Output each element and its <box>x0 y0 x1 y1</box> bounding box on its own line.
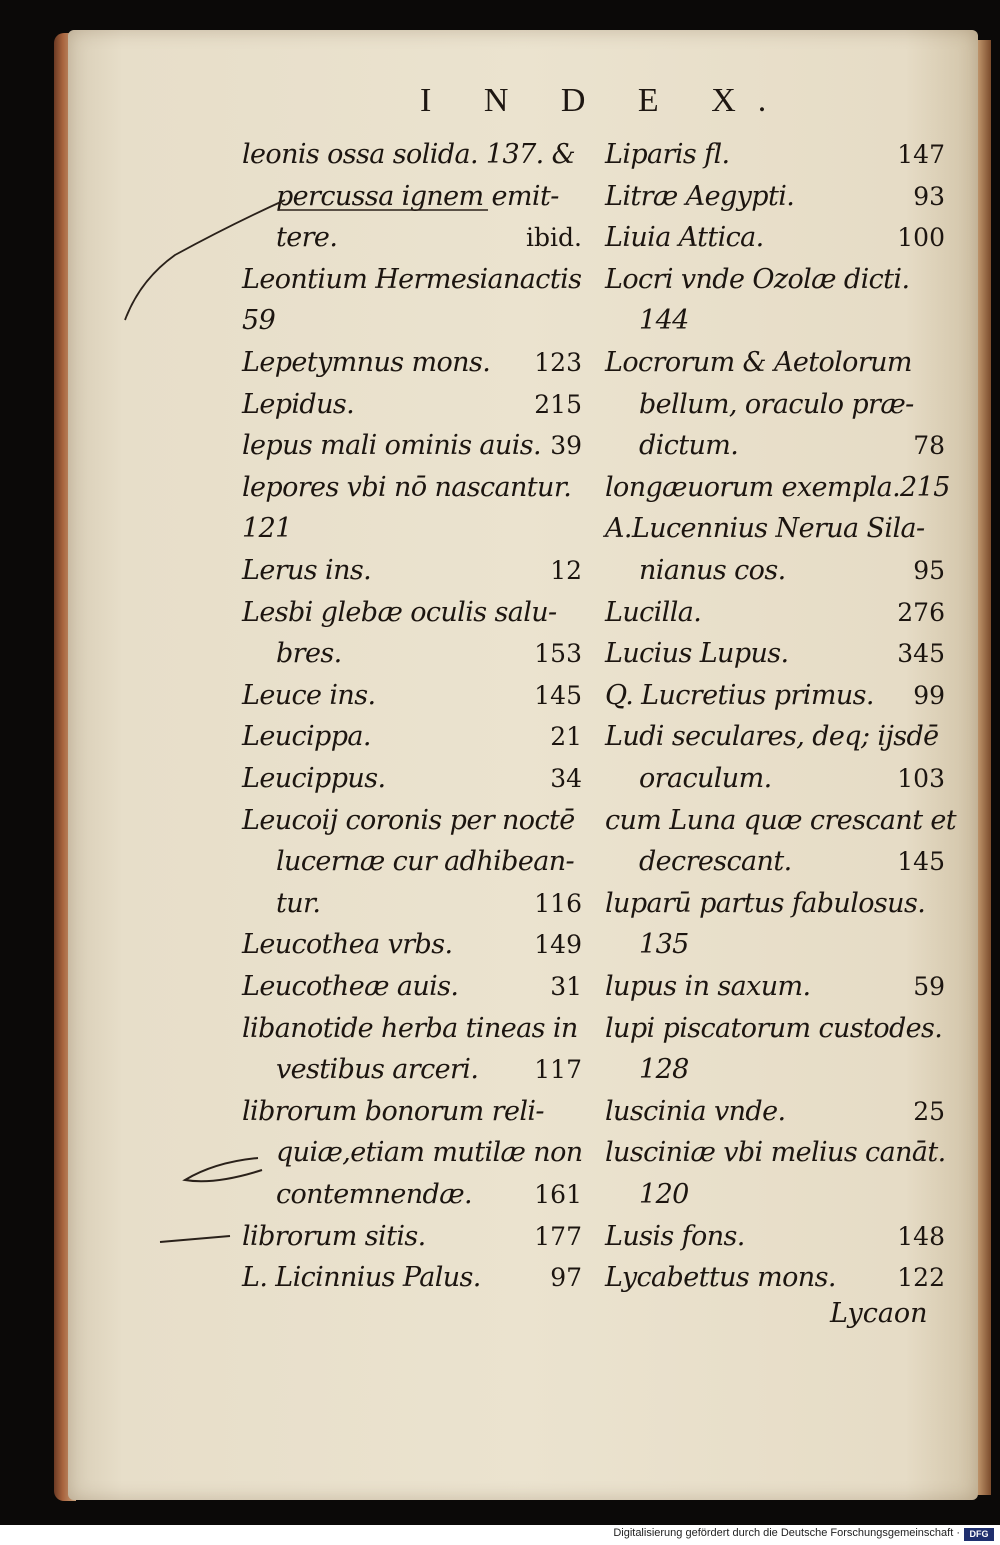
entry-text: contemnendæ. <box>276 1179 472 1210</box>
entry-text: 59 <box>242 305 276 337</box>
entry-page-number: 21 <box>550 722 582 752</box>
catchword: Lycaon <box>830 1298 928 1329</box>
entry-text: Lucius Lupus. <box>605 638 789 670</box>
entry-page-number: 145 <box>534 680 582 710</box>
entry-page-number: 116 <box>534 888 582 918</box>
index-entry <box>605 385 945 425</box>
index-entry <box>242 551 582 591</box>
entry-text: bellum, oraculo præ- <box>639 388 914 420</box>
entry-page-number: 12 <box>550 556 582 585</box>
entry-text: Lepidus. <box>242 388 355 420</box>
entry-page-number: ibid. <box>526 223 582 253</box>
entry-page-number: 103 <box>897 764 945 793</box>
index-entry <box>605 634 945 674</box>
entry-text: tere. <box>276 222 338 254</box>
entry-page-number: 25 <box>913 1096 945 1126</box>
entry-page-number: 117 <box>534 1055 582 1085</box>
entry-page-number: 145 <box>897 847 945 877</box>
entry-page-number: 99 <box>913 680 945 710</box>
entry-text: lucernæ cur adhibean- <box>276 846 575 878</box>
entry-text: Leucippus. <box>242 763 386 794</box>
entry-text: Leucippa. <box>242 721 371 753</box>
index-entry <box>605 967 945 1007</box>
index-entry <box>242 1258 582 1298</box>
entry-text: Liuia Attica. <box>605 222 764 254</box>
entry-text: Leontium Hermesianactis <box>242 263 582 295</box>
index-entry <box>605 1092 945 1132</box>
index-entry <box>605 1133 945 1173</box>
entry-text: Leucothea vrbs. <box>242 929 453 961</box>
index-entry <box>605 759 945 799</box>
entry-page-number: 31 <box>550 972 582 1001</box>
entry-page-number: 97 <box>550 1263 582 1293</box>
entry-text: libanotide herba tineas in <box>242 1012 578 1044</box>
index-entry <box>242 468 582 508</box>
entry-text: cum Luna quæ crescant et <box>605 804 957 836</box>
entry-page-number: 177 <box>534 1221 582 1251</box>
entry-text: lupi piscatorum custodes. <box>605 1012 943 1044</box>
index-entry <box>605 884 945 924</box>
index-entry <box>605 925 945 965</box>
entry-page-number: 345 <box>897 639 945 669</box>
index-entry <box>605 135 945 175</box>
index-entry <box>242 1092 582 1132</box>
index-entry <box>605 1050 945 1090</box>
entry-page-number: 95 <box>913 556 945 585</box>
index-entry <box>242 1217 582 1257</box>
entry-text: 121 <box>242 513 292 545</box>
entry-text: decrescant. <box>639 846 792 878</box>
entry-page-number: 123 <box>534 348 582 377</box>
entry-text: Litræ Aegypti. <box>605 180 795 212</box>
index-entry <box>242 967 582 1007</box>
index-entry <box>605 301 945 341</box>
entry-text: dictum. <box>639 430 739 462</box>
entry-text: nianus cos. <box>639 555 786 586</box>
index-entry <box>605 1009 945 1049</box>
index-entry <box>605 1175 945 1215</box>
entry-page-number: 147 <box>897 140 945 169</box>
entry-page-number: 34 <box>550 764 582 793</box>
entry-text: lusciniæ vbi melius canāt. <box>605 1137 946 1169</box>
entry-text: A.Lucennius Nerua Sila- <box>605 513 925 545</box>
index-entry <box>605 801 957 841</box>
entry-page-number: 153 <box>534 639 582 669</box>
entry-text: oraculum. <box>639 763 772 794</box>
index-entry <box>605 842 945 882</box>
index-entry <box>242 177 582 217</box>
index-entry <box>242 135 582 175</box>
entry-text: lepores vbi nō nascantur. <box>242 471 572 503</box>
index-entry <box>605 260 945 300</box>
index-entry <box>242 925 582 965</box>
entry-text: Locri vnde Ozolæ dicti. <box>605 263 910 295</box>
index-entry <box>242 593 582 633</box>
entry-text: 128 <box>639 1054 689 1086</box>
digitization-credit: Digitalisierung gefördert durch die Deutsche Forschungsgemeinschaft · <box>613 1527 960 1539</box>
entry-page-number: 215 <box>534 389 582 419</box>
entry-page-number: 148 <box>897 1221 945 1251</box>
entry-text: bres. <box>276 638 342 670</box>
index-entry <box>605 1258 945 1298</box>
index-entry <box>242 1050 582 1090</box>
index-entry <box>605 551 945 591</box>
index-entry <box>242 759 582 799</box>
entry-text: L. Licinnius Palus. <box>242 1262 481 1294</box>
index-entry <box>242 842 582 882</box>
entry-page-number: 149 <box>534 930 582 960</box>
index-entry <box>242 1009 582 1049</box>
entry-page-number: 161 <box>534 1180 582 1209</box>
index-entry <box>242 509 582 549</box>
page-header: I N D E X. <box>420 82 789 119</box>
entry-text: lupus in saxum. <box>605 971 811 1002</box>
index-entry <box>605 717 945 757</box>
entry-page-number: 39 <box>550 431 582 461</box>
entry-text: Liparis fl. <box>605 139 730 170</box>
index-entry <box>242 301 582 341</box>
index-entry <box>242 260 582 300</box>
entry-text: quiæ,etiam mutilæ non <box>276 1137 583 1169</box>
index-entry <box>605 426 945 466</box>
entry-text: Lesbi glebæ oculis salu- <box>242 596 557 628</box>
index-entry <box>242 343 582 383</box>
entry-page-number: 93 <box>913 181 945 211</box>
entry-text: leonis ossa solida. 137. & <box>242 139 576 170</box>
entry-page-number: 276 <box>897 597 945 627</box>
index-entry <box>242 1133 582 1173</box>
index-entry <box>605 593 945 633</box>
entry-text: 135 <box>639 929 689 961</box>
entry-text: Lycabettus mons. <box>605 1262 836 1294</box>
entry-text: Leuce ins. <box>242 679 376 711</box>
entry-text: Ludi seculares, deq; ijsdē <box>605 721 939 753</box>
index-entry <box>242 634 582 674</box>
entry-text: Lusis fons. <box>605 1220 745 1252</box>
entry-text: librorum sitis. <box>242 1220 426 1252</box>
entry-text: librorum bonorum reli- <box>242 1095 544 1127</box>
index-entry <box>242 717 582 757</box>
index-entry <box>605 177 945 217</box>
index-entry <box>605 509 945 549</box>
entry-text: Lerus ins. <box>242 555 372 586</box>
entry-text: Leucoij coronis per noctē <box>242 804 575 836</box>
index-entry <box>605 218 945 258</box>
entry-text: Lepetymnus mons. <box>242 347 491 378</box>
index-entry <box>242 426 582 466</box>
entry-text: 120 <box>639 1179 689 1210</box>
entry-page-number: 78 <box>913 431 945 461</box>
entry-page-number: 100 <box>897 223 945 253</box>
entry-text: lepus mali ominis auis. <box>242 430 541 462</box>
index-entry <box>605 468 950 508</box>
index-entry <box>605 343 945 383</box>
entry-page-number: 59 <box>913 972 945 1001</box>
entry-text: Q. Lucretius primus. <box>605 679 874 711</box>
entry-text: longæuorum exempla.215 <box>605 471 950 503</box>
index-entry <box>242 676 582 716</box>
entry-text: Locrorum & Aetolorum <box>605 347 912 378</box>
entry-text: 144 <box>639 305 689 337</box>
index-entry <box>242 218 582 258</box>
entry-text: tur. <box>276 887 321 919</box>
entry-text: vestibus arceri. <box>276 1054 479 1086</box>
entry-text: percussa ignem emit- <box>276 180 559 212</box>
index-entry <box>242 884 582 924</box>
entry-text: Leucotheæ auis. <box>242 971 459 1002</box>
entry-text: luscinia vnde. <box>605 1095 786 1127</box>
index-entry <box>242 801 582 841</box>
index-entry <box>605 1217 945 1257</box>
index-entry <box>242 385 582 425</box>
index-entry <box>242 1175 582 1215</box>
dfg-logo: DFG <box>964 1528 994 1541</box>
entry-text: Lucilla. <box>605 596 702 628</box>
entry-text: luparū partus fabulosus. <box>605 887 926 919</box>
index-entry <box>605 676 945 716</box>
entry-page-number: 122 <box>897 1263 945 1293</box>
